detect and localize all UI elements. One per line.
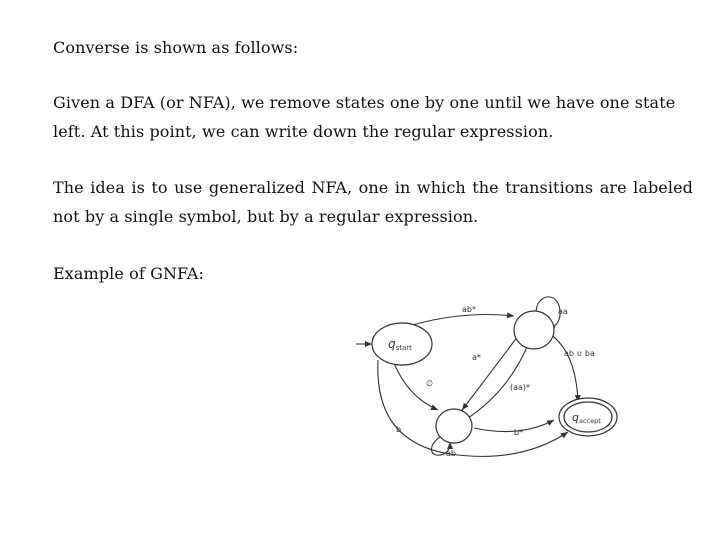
edge-top-accept [550,334,578,402]
label-ab: ab [446,449,456,458]
label-ab-or-ba: ab ∪ ba [564,349,595,358]
label-a-star: a* [472,353,481,362]
label-b-star: b* [514,428,524,437]
start-state-sub: start [395,344,412,352]
state-top [514,311,554,349]
state-bottom [436,409,472,443]
intro-line: Converse is shown as follows: [53,38,299,57]
dfa-removal-paragraph: Given a DFA (or NFA), we remove states one by one until we have one state left. At this point, we can write down the regular expression. [53,93,676,141]
accept-state-sub: accept [578,417,601,425]
accept-state-label: q [572,411,579,424]
label-empty: ∅ [426,379,433,388]
edge-start-accept [378,360,568,456]
gnfa-example-heading: Example of GNFA: [53,264,205,283]
edge-bottom-top [468,340,530,418]
gnfa-diagram [340,292,630,492]
edge-top-bottom [462,336,518,410]
start-state-label: q [388,337,396,351]
label-b: b [396,425,402,434]
label-aa: aa [558,307,568,316]
label-aa-star: (aa)* [510,383,531,392]
gnfa-idea-paragraph: The idea is to use generalized NFA, one in which the transitions are labeled not by a single symbol, but by a regular expression. [53,178,693,226]
label-ab-star: ab* [462,305,476,314]
